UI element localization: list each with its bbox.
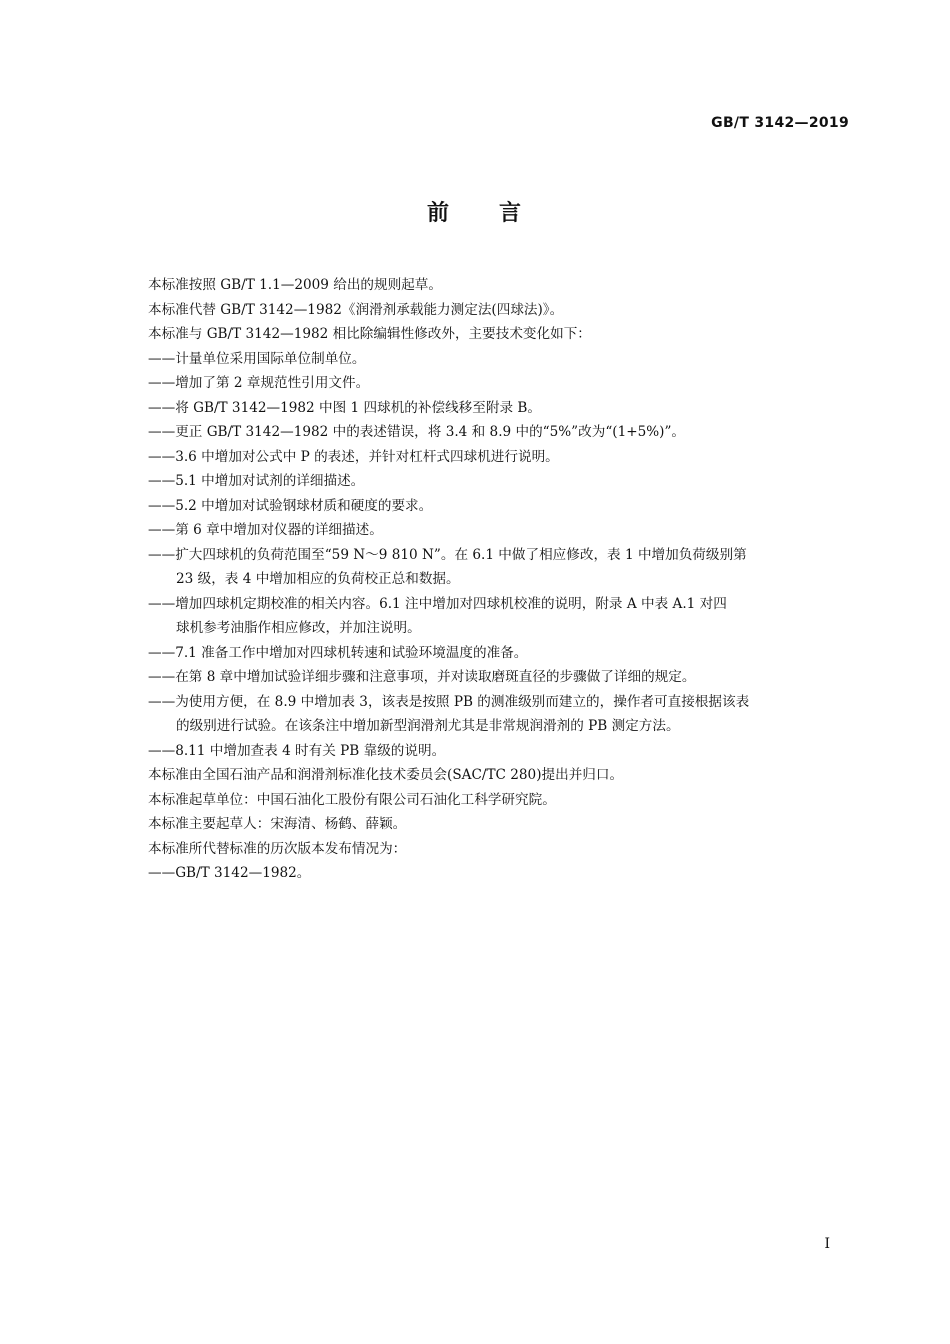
paragraph-previous-editions: 本标准所代替标准的历次版本发布情况为： [148,840,407,857]
change-item [148,543,853,592]
change-item [148,518,853,543]
change-item-text: ——在第 8 章中增加试验详细步骤和注意事项，并对读取磨斑直径的步骤做了详细的规定。 [148,669,696,685]
change-item [148,665,853,690]
change-item-text: ——7.1 准备工作中增加对四球机转速和试验环境温度的准备。 [148,644,528,661]
standard-code: GB/T 3142—2019 [711,115,849,131]
change-item-text: ——5.1 中增加对试剂的详细描述。 [148,473,365,489]
change-item-continuation: 的级别进行试验。在该条注中增加新型润滑剂尤其是非常规润滑剂的 PB 测定方法。 [176,718,680,734]
change-item [148,641,853,666]
paragraph-main-changes: 本标准与 GB/T 3142—1982 相比除编辑性修改外，主要技术变化如下： [148,326,591,342]
change-item-text: ——更正 GB/T 3142—1982 中的表述错误，将 3.4 和 8.9 中的“5%”改为“(1+5%)”。 [148,424,686,440]
paragraph-replaces: 本标准代替 GB/T 3142—1982《润滑剂承载能力测定法(四球法)》。 [148,301,564,318]
page-number: I [824,1236,830,1252]
change-item-text: ——3.6 中增加对公式中 P 的表述，并针对杠杆式四球机进行说明。 [148,448,559,465]
change-item [148,690,853,739]
change-item [148,371,853,396]
change-item-text: ——为使用方便，在 8.9 中增加表 3，该表是按照 PB 的测准级别而建立的，操作者可直接根据该表 [148,693,750,710]
change-item-text: ——增加了第 2 章规范性引用文件。 [148,375,370,391]
paragraph-drafters: 本标准主要起草人：宋海清、杨鹤、薛颖。 [148,816,407,832]
paragraph-drafting-rules: 本标准按照 GB/T 1.1—2009 给出的规则起草。 [148,277,442,293]
foreword-body [148,273,853,886]
change-item-continuation: 球机参考油脂作相应修改，并加注说明。 [176,620,421,636]
paragraph-drafting-unit: 本标准起草单位：中国石油化工股份有限公司石油化工科学研究院。 [148,791,556,808]
change-item [148,592,853,641]
change-item-text: ——扩大四球机的负荷范围至“59 N～9 810 N”。在 6.1 中做了相应修改，表 1 中增加负荷级别第 [148,546,747,563]
change-item [148,396,853,421]
paragraph-proposed-by: 本标准由全国石油产品和润滑剂标准化技术委员会(SAC/TC 280)提出并归口。 [148,767,624,783]
change-item [148,494,853,519]
page-title: 前 言 [426,201,523,226]
change-item-continuation: 23 级，表 4 中增加相应的负荷校正总和数据。 [176,571,460,587]
change-item-text: ——8.11 中增加查表 4 时有关 PB 靠级的说明。 [148,742,446,759]
previous-edition-item: ——GB/T 3142—1982。 [148,865,311,881]
change-item [148,420,853,445]
change-item [148,739,853,764]
change-item [148,469,853,494]
change-item-text: ——将 GB/T 3142—1982 中图 1 四球机的补偿线移至附录 B。 [148,399,541,416]
change-item-text: ——5.2 中增加对试验钢球材质和硬度的要求。 [148,497,433,514]
change-item-text: ——计量单位采用国际单位制单位。 [148,350,366,367]
change-item [148,445,853,470]
change-item-text: ——增加四球机定期校准的相关内容。6.1 注中增加对四球机校准的说明，附录 A 中表 A.1 对四 [148,595,727,612]
change-item-text: ——第 6 章中增加对仪器的详细描述。 [148,522,383,538]
change-item [148,347,853,372]
